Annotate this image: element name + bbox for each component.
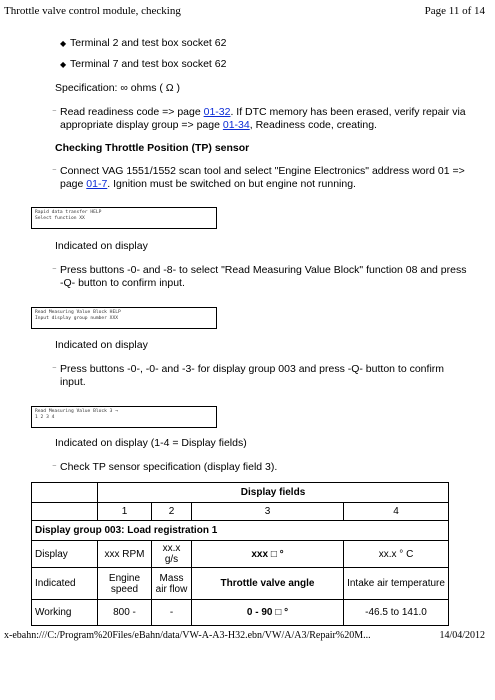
bullet-item: ◆ Terminal 7 and test box socket 62 bbox=[60, 58, 227, 70]
bullet-item: ◆ Terminal 2 and test box socket 62 bbox=[60, 37, 227, 49]
page-number: Page 11 of 14 bbox=[424, 5, 485, 17]
table-cell: - bbox=[152, 600, 192, 626]
section-heading: Checking Throttle Position (TP) sensor bbox=[55, 142, 250, 154]
table-cell: xx.x g/s bbox=[152, 541, 192, 568]
step-check-tp: ⁻ Check TP sensor specification (display field 3). bbox=[52, 461, 278, 473]
field-number-row bbox=[32, 503, 449, 521]
table-row bbox=[32, 600, 449, 626]
display-fields-header: Display fields bbox=[98, 483, 449, 503]
dash-bullet-icon: ⁻ bbox=[52, 364, 57, 374]
diamond-bullet-icon: ◆ bbox=[60, 39, 67, 48]
table-cell: xx.x ° C bbox=[344, 541, 449, 568]
table-cell: xxx RPM bbox=[98, 541, 152, 568]
table-empty-cell bbox=[32, 503, 98, 521]
dash-bullet-icon: ⁻ bbox=[52, 107, 57, 117]
specification-text: Specification: ∞ ohms ( Ω ) bbox=[55, 82, 181, 94]
footer-date: 14/04/2012 bbox=[439, 630, 485, 641]
table-header-row bbox=[32, 483, 449, 503]
display-group-table bbox=[31, 482, 449, 626]
table-cell: Engine speed bbox=[98, 568, 152, 600]
field-number: 3 bbox=[192, 503, 344, 521]
document-title: Throttle valve control module, checking bbox=[4, 5, 181, 17]
link-page-01-34[interactable]: 01-34 bbox=[222, 119, 250, 131]
display-group-title: Display group 003: Load registration 1 bbox=[32, 521, 449, 541]
step-press-003: ⁻ Press buttons -0-, -0- and -3- for display group 003 and press -Q- button to confirm input. bbox=[52, 363, 445, 388]
footer-path: x-ebahn:///C:/Program%20Files/eBahn/data/VW-A-A3-H32.ebn/VW/A/A3/Repair%20M... bbox=[4, 630, 371, 641]
table-cell: -46.5 to 141.0 bbox=[344, 600, 449, 626]
table-cell: 0 - 90 □ ° bbox=[192, 600, 344, 626]
dash-bullet-icon: ⁻ bbox=[52, 166, 57, 176]
table-cell: xxx □ ° bbox=[192, 541, 344, 568]
dash-bullet-icon: ⁻ bbox=[52, 462, 57, 472]
field-number: 4 bbox=[344, 503, 449, 521]
step-readiness: ⁻ Read readiness code => page 01-32. If DTC memory has been erased, verify repair via appropriate display group => page 01-34, Readiness code, creating. bbox=[52, 106, 466, 131]
table-row bbox=[32, 568, 449, 600]
row-label: Display bbox=[32, 541, 98, 568]
indicated-on-display: Indicated on display bbox=[55, 339, 148, 351]
row-label: Indicated bbox=[32, 568, 98, 600]
row-label: Working bbox=[32, 600, 98, 626]
step-connect: ⁻ Connect VAG 1551/1552 scan tool and select "Engine Electronics" address word 01 => page 01-7. Ignition must be switched on but engine not running. bbox=[52, 165, 465, 190]
field-number: 1 bbox=[98, 503, 152, 521]
table-cell: Intake air temperature bbox=[344, 568, 449, 600]
step-press-08: ⁻ Press buttons -0- and -8- to select "Read Measuring Value Block" function 08 and press -Q- button to confirm input. bbox=[52, 264, 467, 289]
dash-bullet-icon: ⁻ bbox=[52, 265, 57, 275]
link-page-01-32[interactable]: 01-32 bbox=[203, 106, 231, 118]
indicated-on-display-fields: Indicated on display (1-4 = Display fields) bbox=[55, 437, 247, 449]
diamond-bullet-icon: ◆ bbox=[60, 60, 67, 69]
link-page-01-7[interactable]: 01-7 bbox=[86, 178, 108, 190]
table-cell: 800 - bbox=[98, 600, 152, 626]
display-box-group-3: Read Measuring Value Block 3 → 1 2 3 4 bbox=[31, 406, 217, 428]
indicated-on-display: Indicated on display bbox=[55, 240, 148, 252]
table-row bbox=[32, 541, 449, 568]
table-corner-cell bbox=[32, 483, 98, 503]
field-number: 2 bbox=[152, 503, 192, 521]
display-box-rapid-data: Rapid data transfer HELP Select function XX bbox=[31, 207, 217, 229]
group-title-row bbox=[32, 521, 449, 541]
display-box-read-measuring: Read Measuring Value Block HELP Input display group number XXX bbox=[31, 307, 217, 329]
table-cell: Throttle valve angle bbox=[192, 568, 344, 600]
table-cell: Mass air flow bbox=[152, 568, 192, 600]
